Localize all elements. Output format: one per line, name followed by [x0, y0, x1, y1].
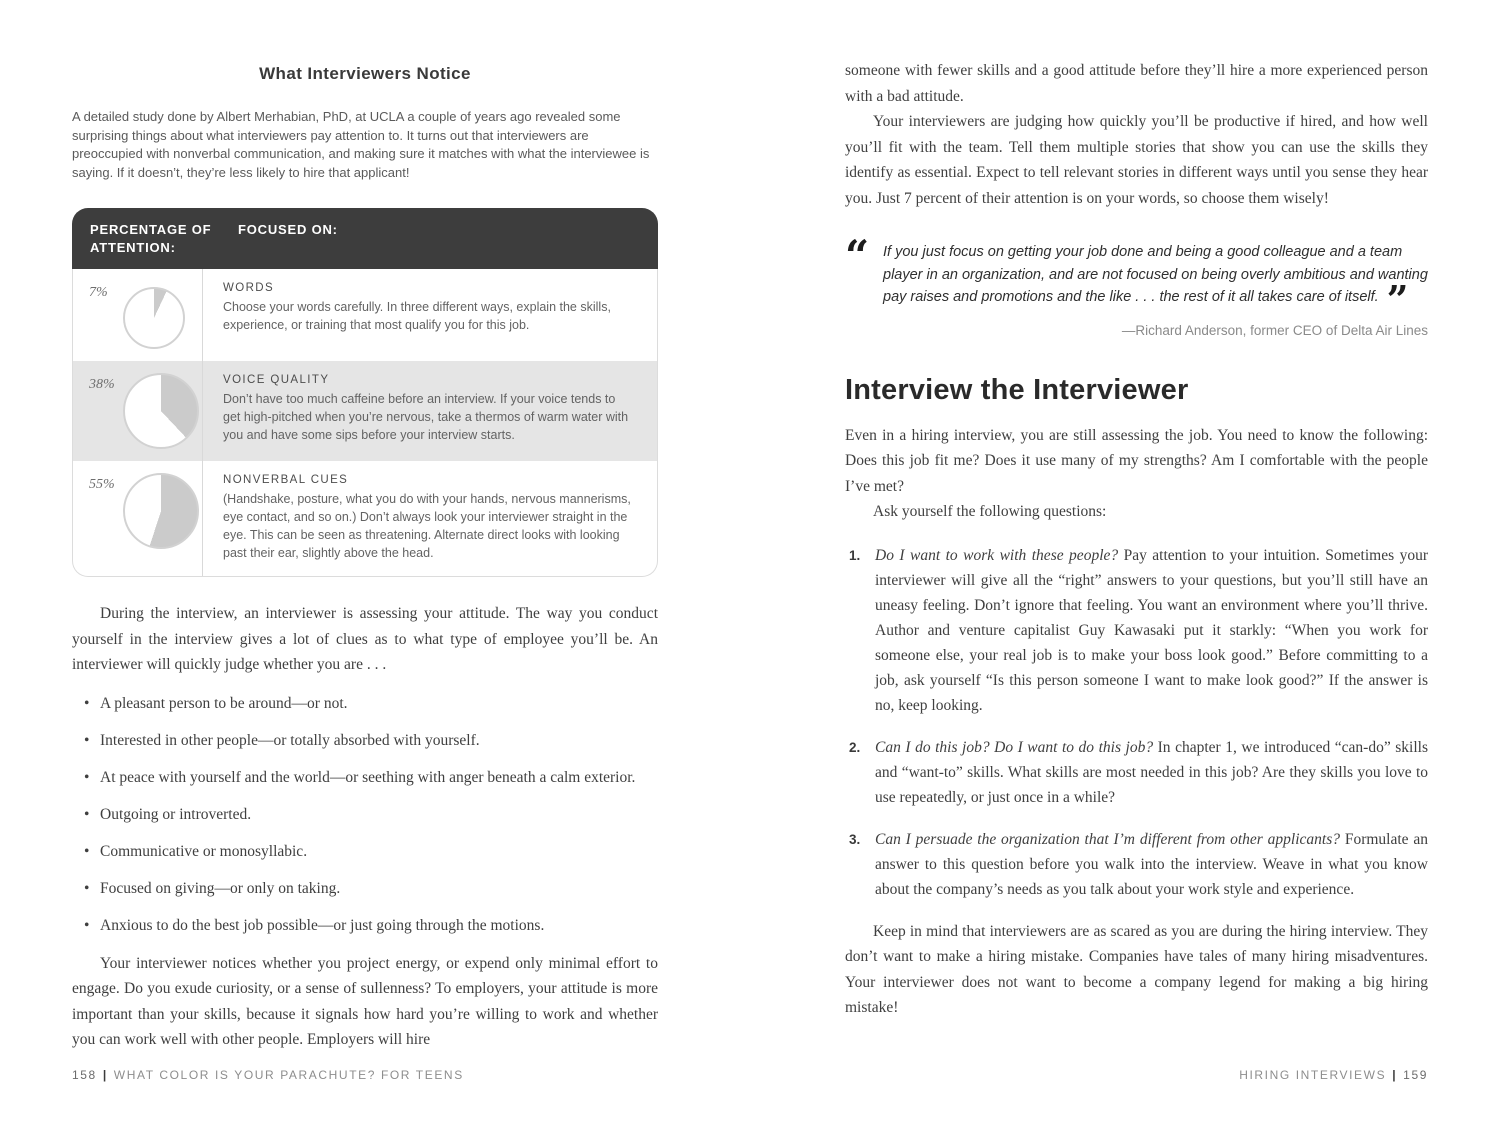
section-heading: What Interviewers Notice: [259, 64, 471, 83]
list-item: • Anxious to do the best job possible—or just going through the motions.: [72, 914, 658, 938]
page-number: 159: [1403, 1068, 1428, 1082]
percentage-label: 7%: [89, 285, 108, 300]
question-number: 3.: [849, 831, 861, 847]
percentage-label: 38%: [89, 377, 115, 392]
right-page: [845, 0, 1428, 1021]
list-item: • Communicative or monosyllabic.: [72, 840, 658, 864]
body-paragraph: someone with fewer skills and a good attitude before they’ll hire a more experienced person with a bad attitude.: [845, 62, 1428, 105]
close-quote-icon: ”: [1386, 277, 1407, 322]
quote-attribution: —Richard Anderson, former CEO of Delta Air Lines: [1121, 322, 1428, 338]
list-item: • Outgoing or introverted.: [72, 803, 658, 827]
footer-separator: |: [102, 1068, 108, 1082]
table-row-nonverbal-cues: [73, 461, 657, 576]
list-item: • A pleasant person to be around—or not.: [72, 692, 658, 716]
pie-chart-voice-quality: [123, 373, 199, 449]
intro-paragraph: A detailed study done by Albert Merhabian, PhD, at UCLA a couple of years ago revealed some surprising things about what interviewers pay attention to. It turns out that interviewers are preoccupied with nonverbal communication, and making sure it matches with what the interviewee is saying. If it doesn’t, they’re less likely to hire that applicant!: [72, 109, 650, 180]
column-header-percentage: PERCENTAGE OF ATTENTION:: [90, 222, 212, 255]
question-number: 1.: [849, 547, 861, 563]
row-description: (Handshake, posture, what you do with your hands, nervous mannerisms, eye contact, and so on.) Don’t always look your interviewer straight in the eye. This can be seen as threatening. Alternate direct looks with looking past their ear, slightly above the head.: [223, 492, 631, 560]
question-text: Can I do this job? Do I want to do this job? In chapter 1, we introduced “can-do” skills and “want-to” skills. What skills are most needed in this job? Are they skills you love to use repeatedly, or just once in a while?: [875, 738, 1428, 806]
row-description: Don’t have too much caffeine before an interview. If your voice tends to get high-pitched when you’re nervous, take a thermos of warm water with you and have some sips before your interview starts.: [223, 392, 629, 442]
pull-quote: [845, 231, 1428, 322]
body-paragraph: Your interviewer notices whether you project energy, or expend only minimal effort to engage. Do you exude curiosity, or a sense of sullenness? To employers, your attitude is more important than your skills, because it signals how hard you’re willing to work and whether you can work well with other people. Employers will hire: [72, 954, 658, 1048]
row-title: VOICE QUALITY: [223, 374, 330, 386]
left-page-footer: [72, 1068, 464, 1082]
attention-table-body: [72, 269, 658, 577]
table-row-voice-quality: [73, 361, 657, 461]
column-header-focused-on: FOCUSED ON:: [238, 222, 338, 237]
chapter-section-heading: Interview the Interviewer: [845, 373, 1189, 406]
body-paragraph: During the interview, an interviewer is assessing your attitude. The way you conduct yourself in the interview gives a lot of clues as to what type of employee you’ll be. An interviewer will quickly judge whether you are . . .: [72, 605, 658, 673]
attention-table-header: [72, 208, 658, 269]
body-paragraph: Ask yourself the following questions:: [873, 503, 1107, 520]
table-row-words: [73, 269, 657, 361]
page-number: 158: [72, 1068, 97, 1082]
row-title: NONVERBAL CUES: [223, 474, 349, 486]
question-text: Can I persuade the organization that I’m different from other applicants? Formulate an answer to this question before you walk into the interview. Weave in what you know about the company’s needs as you talk about your work style and experience.: [875, 830, 1428, 898]
footer-separator: |: [1392, 1068, 1398, 1082]
attitude-bullet-list: [72, 692, 658, 938]
open-quote-icon: “: [845, 231, 868, 280]
question-item: [845, 735, 1428, 810]
question-number: 2.: [849, 739, 861, 755]
list-item: • Focused on giving—or only on taking.: [72, 877, 658, 901]
row-description: Choose your words carefully. In three different ways, explain the skills, experience, or training that most qualify you for this job.: [223, 300, 611, 332]
list-item: • Interested in other people—or totally absorbed with yourself.: [72, 729, 658, 753]
pie-chart-words: [123, 287, 185, 349]
body-paragraph: Even in a hiring interview, you are still assessing the job. You need to know the following: Does this job fit me? Does it use many of my strengths? Am I comfortable with the people I’ve met?: [845, 426, 1428, 495]
pie-chart-nonverbal-cues: [123, 473, 199, 549]
chapter-title: HIRING INTERVIEWS: [1239, 1068, 1387, 1082]
body-paragraph: Your interviewers are judging how quickly you’ll be productive if hired, and how well you’ll fit with the team. Tell them multiple stories that show you can use the skills they identify as essential. Expect to tell relevant stories in different ways until you sense they hear you. Just 7 percent of their attention is on your words, so choose them wisely!: [845, 113, 1428, 207]
body-paragraph: Keep in mind that interviewers are as scared as you are during the hiring interview. They don’t want to make a hiring mistake. Companies have tales of many hiring misadventures. Your interviewer does not want to become a company legend for making a big hiring mistake!: [845, 922, 1428, 1016]
question-text: Do I want to work with these people? Pay attention to your intuition. Sometimes your interviewer will give all the “right” answers to your questions, but you’ll still have an uneasy feeling. Don’t ignore that feeling. You want an environment where you’ll thrive. Author and venture capitalist Guy Kawasaki put it starkly: “When you work for someone else, your real job is to make your boss look good.” Before committing to a job, ask yourself “Is this person someone I want to make look good?” If the answer is no, keep looking.: [875, 546, 1428, 714]
row-title: WORDS: [223, 282, 275, 294]
questions-list: [845, 543, 1428, 902]
quote-text: If you just focus on getting your job done and being a good colleague and a team player in an organization, and are not focused on being overly ambitious and wanting pay raises and promotions and the like . . . the rest of it all takes care of itself. ”: [883, 244, 1428, 322]
list-item: • At peace with yourself and the world—or seething with anger beneath a calm exterior.: [72, 766, 658, 790]
question-item: [845, 827, 1428, 902]
question-item: [845, 543, 1428, 718]
left-page: [72, 0, 658, 1053]
percentage-label: 55%: [89, 477, 115, 492]
book-title: WHAT COLOR IS YOUR PARACHUTE? FOR TEENS: [113, 1068, 464, 1082]
right-page-footer: [845, 1068, 1428, 1082]
attention-table: [72, 208, 658, 577]
